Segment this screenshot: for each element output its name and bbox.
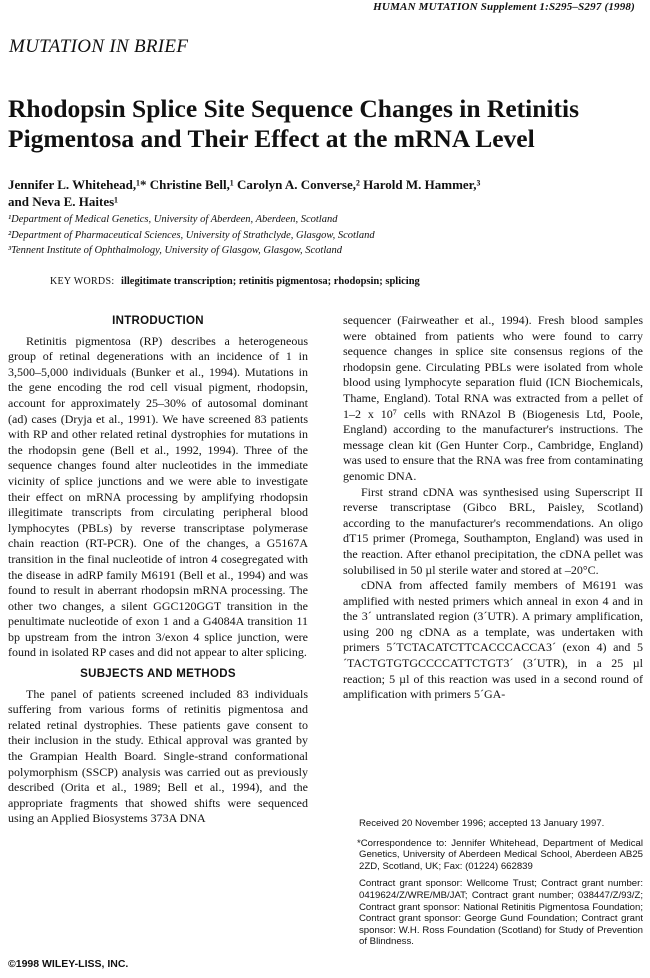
authors-line-1: Jennifer L. Whitehead,¹* Christine Bell,¹ Carolyn A. Converse,² Harold M. Hammer,³ bbox=[8, 177, 481, 192]
methods-paragraph-2: sequencer (Fairweather et al., 1994). Fresh blood samples were obtained from patients who were found to carry sequence changes in splice site consensus regions of the rhodopsin gene. Circulating PBLs were isolated from whole blood using lymphocyte separation fluid (ICN Biochemicals, Thame, England). Total RNA was extracted from a pellet of 1–2 x 10⁷ cells with RNAzol B (Biogenesis Ltd, Poole, England) according to the manufacturer's instructions. The message clean kit (Gen Hunter Corp., Cambridge, England) was used to ensure that the RNA was free from contaminating genomic DNA. bbox=[343, 313, 643, 483]
copyright: ©1998 WILEY-LISS, INC. bbox=[8, 958, 129, 970]
methods-paragraph-1: The panel of patients screened included 83 individuals suffering from various forms of retinitis pigmentosa and related retinal dystrophies. These patients gave consent to their inclusion in the study. Ethical approval was granted by the Grampian Health Board. Single-strand conformational polymorphism (SSCP) analysis was carried out as previously described (Orita et al., 1989; Bell et al., 1994), and the appropriate fragments that showed shifts were sequenced using an Applied Biosystems 373A DNA bbox=[8, 686, 308, 826]
authors-line-2: and Neva E. Haites¹ bbox=[8, 194, 119, 209]
title-line-2: Pigmentosa and Their Effect at the mRNA Level bbox=[8, 124, 535, 153]
keywords-label: KEY WORDS: bbox=[50, 276, 115, 287]
article-title bbox=[8, 94, 608, 154]
affiliation-1: ¹Department of Medical Genetics, University of Aberdeen, Aberdeen, Scotland bbox=[8, 214, 338, 225]
affiliations bbox=[8, 212, 628, 259]
introduction-heading: INTRODUCTION bbox=[112, 315, 204, 327]
section-label: MUTATION IN BRIEF bbox=[9, 36, 189, 57]
grant-note: Contract grant sponsor: Wellcome Trust; Contract grant number: 0419624/Z/WRE/MB/JAT; Contract grant number; 038447/Z/93/Z; Contract grant sponsor: National Retinitis Pigmentosa Foundation; Contract grant sponsor: George Gund Foundation; Contract grant sponsor: W.H. Ross Foundation (Scotland) for Study of Prevention of Blindness. bbox=[359, 878, 643, 948]
affiliation-2: ²Department of Pharmaceutical Sciences, University of Strathclyde, Glasgow, Scotland bbox=[8, 229, 375, 241]
methods-paragraph-4: cDNA from affected family members of M6191 was amplified with nested primers which anneal in exon 4 and in the 3´ untranslated region (3´UTR). A primary amplification, using 200 ng cDNA as a template, was undertaken with primers 5´TCTACATCTTCACCCACCA3´ (exon 4) and 5´TACTGTGTGCCCCATTCTGT3´ (3´UTR), in a 25 µl reaction; 5 µl of this reaction was used in a second round of amplification with primers 5´GA- bbox=[343, 578, 643, 702]
methods-heading: SUBJECTS AND METHODS bbox=[80, 668, 236, 681]
right-column bbox=[343, 313, 643, 703]
methods-paragraph-3: First strand cDNA was synthesised using Superscript II reverse transcriptase (Gibco BRL, Paisley, Scotland) according to the manufacturer's recommendations. An oligo dT15 primer (Promega, Southampton, England) was used in the reaction. After ethanol precipitation, the cDNA pellet was solubilised in 50 µl sterile water and stored at –20°C. bbox=[343, 484, 643, 577]
journal-header: HUMAN MUTATION Supplement 1:S295–S297 (1998) bbox=[373, 1, 635, 13]
keywords-terms: illegitimate transcription; retinitis pigmentosa; rhodopsin; splicing bbox=[121, 276, 420, 287]
received-note: Received 20 November 1996; accepted 13 January 1997. bbox=[359, 818, 605, 829]
affiliation-3: ³Tennent Institute of Ophthalmology, University of Glasgow, Glasgow, Scotland bbox=[8, 245, 342, 256]
left-column bbox=[8, 313, 308, 827]
keywords bbox=[50, 276, 420, 287]
introduction-paragraph: Retinitis pigmentosa (RP) describes a heterogeneous group of retinal degenerations with an incidence of 1 in 3,500–5,000 individuals (Bunker et al., 1994). Mutations in the gene encoding the rod cell visual pigment, rhodopsin, account for approximately 25–30% of autosomal dominant (ad) cases (Dryja et al., 1991). We have screened 83 patients with RP and other related retinal dystrophies for mutations in the rhodopsin gene (Bell et al., 1992, 1994). Three of the sequence changes found alter nucleotides in the immediate vicinity of splice junctions and we were able to investigate their effect on mRNA processing by amplifying rhodopsin illegitimate transcripts from circulating peripheral blood lymphocytes (PBLs) by reverse transcriptase polymerase chain reaction (RT-PCR). One of the changes, a G5167A transition in the final nucleotide of intron 4 cosegregated with the disease in adRP family M6191 (Bell et al., 1994) and was found to result in aberrant rhodopsin mRNA processing. The other two changes, a silent GGC120GGT transition in the penultimate nucleotide of exon 1 and a G4084A transition 11 bp upstream from the intron 3/exon 4 splice junction, were found in isolated RP cases and did not appear to alter splicing. bbox=[8, 333, 308, 660]
title-line-1: Rhodopsin Splice Site Sequence Changes in Retinitis bbox=[8, 94, 580, 123]
correspondence-note: *Correspondence to: Jennifer Whitehead, Department of Medical Genetics, University of Aberdeen Medical School, Aberdeen AB25 2ZD, Scotland, UK; Fax: (01224) 662839 bbox=[357, 837, 643, 872]
footnotes bbox=[343, 818, 643, 948]
author-list bbox=[8, 176, 608, 210]
